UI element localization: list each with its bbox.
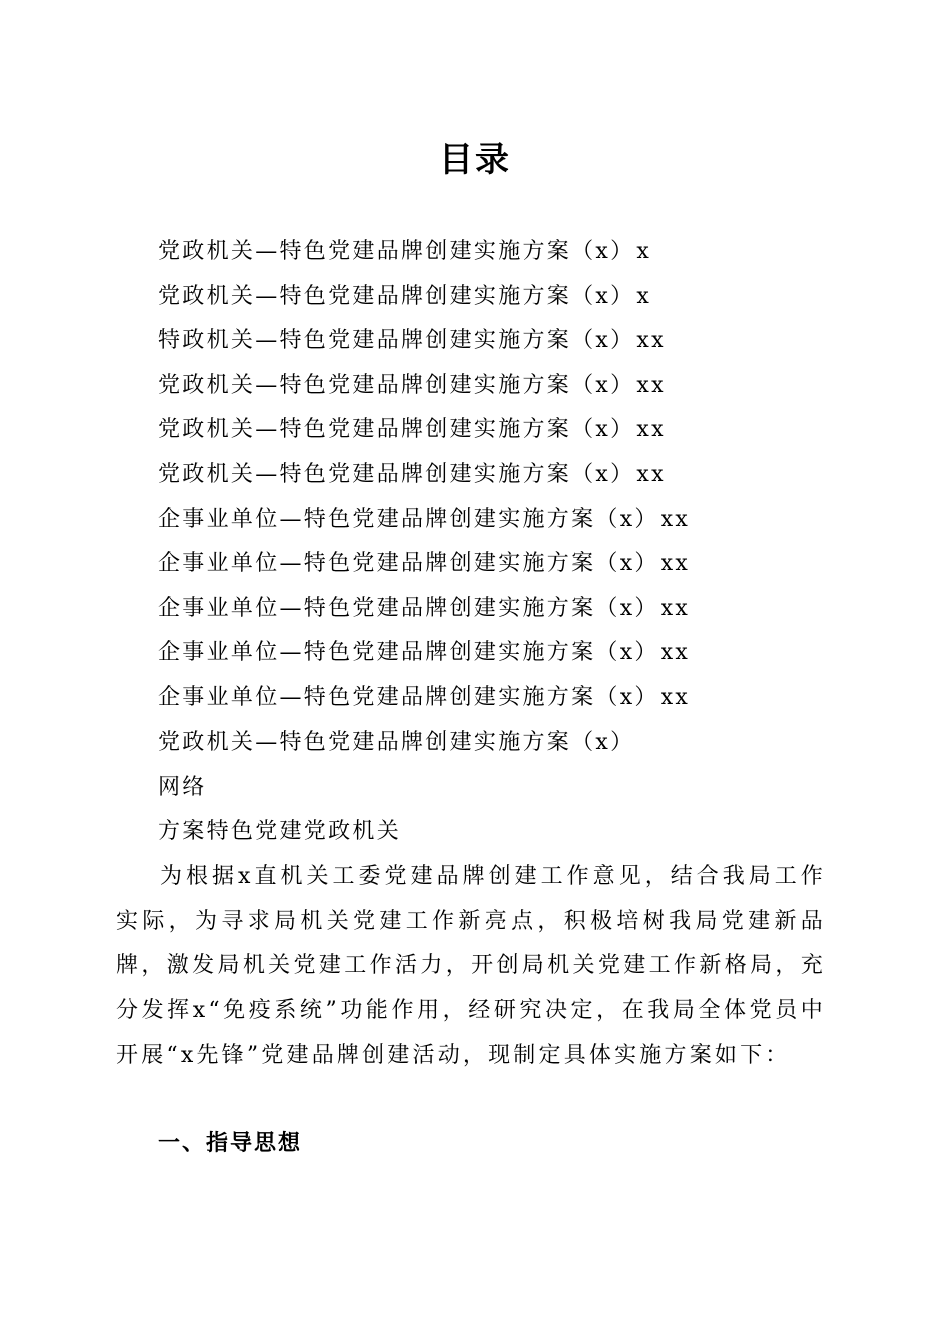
toc-entry-page: xx: [660, 684, 691, 710]
toc-entry-title: 特政机关—特色党建品牌创建实施方案（x）: [158, 328, 635, 354]
toc-entry: [158, 230, 858, 275]
toc-entry-page: xx: [660, 506, 691, 532]
intro-paragraph: 为根据x直机关工委党建品牌创建工作意见，结合我局工作实际，为寻求局机关党建工作新亮点，积极培树我局党建新品牌，激发局机关党建工作活力，开创局机关党建工作新格局，充分发挥x“免疫系统”功能作用，经研究决定，在我局全体党员中开展“x先锋”党建品牌创建活动，现制定具体实施方案如下：: [116, 864, 826, 1068]
section-heading: 一、指导思想: [158, 1131, 303, 1156]
toc-entry-title: 企事业单位—特色党建品牌创建实施方案（x）: [158, 684, 659, 710]
toc-entry: [158, 587, 858, 632]
toc-entry-title: 企事业单位—特色党建品牌创建实施方案（x）: [158, 506, 659, 532]
toc-entry-page: x: [636, 239, 652, 264]
toc-entry-page: xx: [660, 551, 691, 577]
toc-entry-title: 党政机关—特色党建品牌创建实施方案（x）: [158, 461, 635, 487]
toc-entry: [158, 631, 858, 676]
table-of-contents: [158, 230, 858, 765]
toc-entry-title: 党政机关—特色党建品牌创建实施方案（x）: [158, 729, 635, 755]
toc-entry: [158, 319, 858, 364]
keywords-line: 方案特色党建党政机关: [158, 819, 402, 844]
toc-entry-page: x: [636, 283, 652, 309]
toc-entry-title: 企事业单位—特色党建品牌创建实施方案（x）: [158, 551, 659, 577]
toc-entry: [158, 721, 858, 766]
toc-entry-page: xx: [660, 640, 691, 666]
toc-entry: [158, 498, 858, 543]
toc-entry: [158, 453, 858, 498]
toc-entry-title: 党政机关—特色党建品牌创建实施方案（x）: [158, 372, 635, 398]
network-label: 网络: [158, 775, 207, 800]
toc-entry-page: xx: [636, 328, 666, 354]
toc-entry-title: 党政机关—特色党建品牌创建实施方案（x）: [158, 283, 635, 309]
toc-entry-title: 企事业单位—特色党建品牌创建实施方案（x）: [158, 640, 659, 666]
toc-entry-title: 党政机关—特色党建品牌创建实施方案（x）: [158, 239, 635, 264]
toc-entry: [158, 408, 858, 453]
page-title: 目录: [439, 140, 511, 180]
toc-entry: [158, 542, 858, 587]
toc-entry-page: xx: [636, 461, 666, 487]
toc-entry-page: xx: [636, 417, 666, 443]
toc-entry-page: xx: [636, 372, 666, 398]
toc-entry-title: 党政机关—特色党建品牌创建实施方案（x）: [158, 417, 635, 443]
toc-entry: [158, 676, 858, 721]
toc-entry: [158, 364, 858, 409]
toc-entry-title: 企事业单位—特色党建品牌创建实施方案（x）: [158, 595, 659, 621]
toc-entry: [158, 275, 858, 320]
toc-entry-page: xx: [660, 595, 691, 621]
